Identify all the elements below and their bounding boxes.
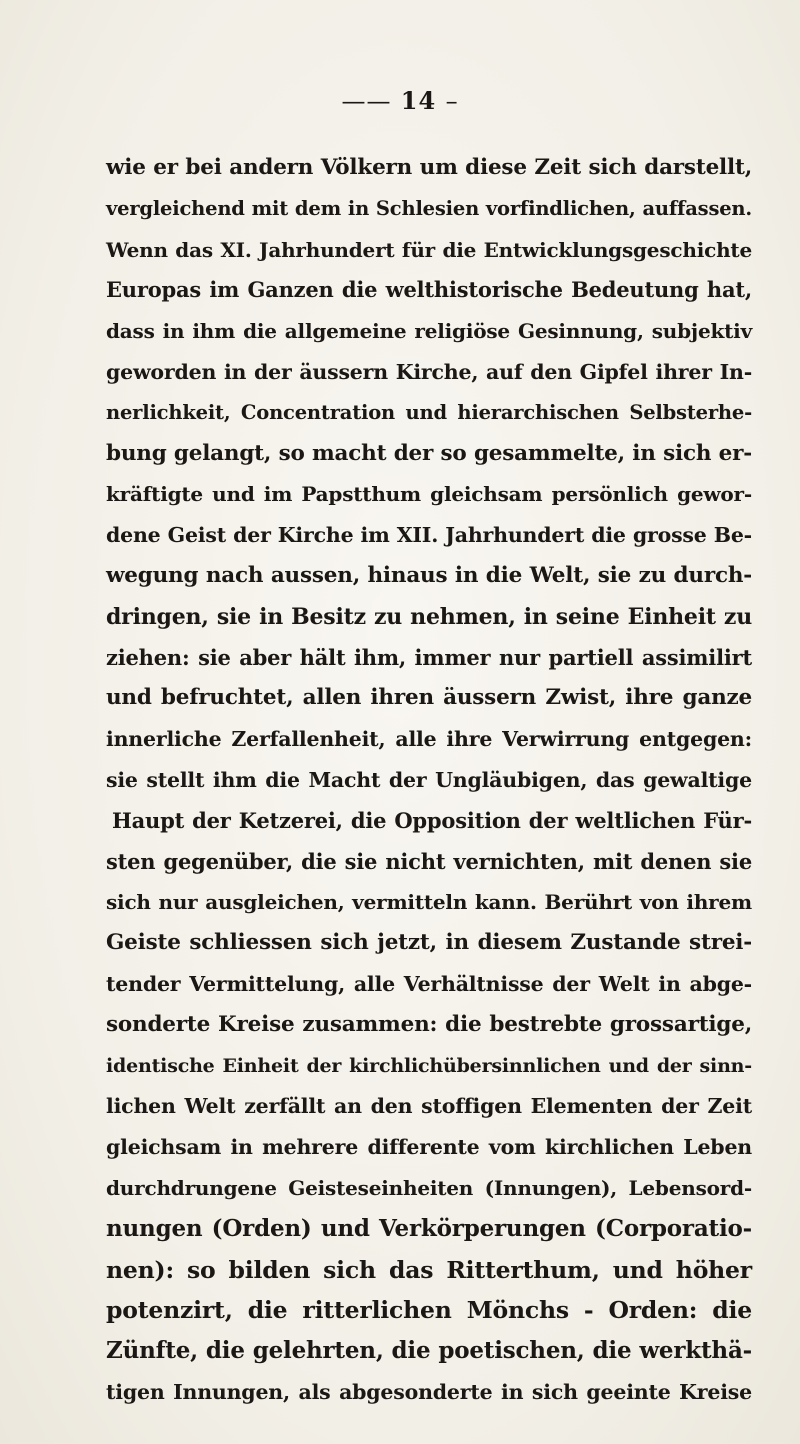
text-line: nen): so bilden sich das Ritterthum, und höher (106, 1255, 752, 1284)
text-line: innerliche Zerfallenheit, alle ihre Verwirrung entgegen: (106, 727, 752, 752)
text-line: geworden in der äussern Kirche, auf den Gipfel ihrer In- (106, 359, 752, 384)
text-line: Haupt der Ketzerei, die Opposition der weltlichen Für- (112, 807, 752, 833)
text-line: sie stellt ihm die Macht der Ungläubigen, das gewaltige (106, 767, 752, 792)
text-line: Europas im Ganzen die welthistorische Bedeutung hat, (106, 277, 752, 303)
text-line: tender Vermittelung, alle Verhältnisse der Welt in abge- (106, 971, 752, 996)
text-line: kräftigte und im Papstthum gleichsam persönlich gewor- (106, 482, 752, 507)
text-line: lichen Welt zerfällt an den stoffigen Elementen der Zeit (106, 1094, 752, 1119)
text-line: durchdrungene Geisteseinheiten (Innungen), Lebensord- (106, 1175, 752, 1200)
text-line: ziehen: sie aber hält ihm, immer nur partiell assimilirt (106, 644, 752, 670)
text-line: potenzirt, die ritterlichen Mönchs - Orden: die (106, 1296, 752, 1325)
text-line: gleichsam in mehrere differente vom kirchlichen Leben (106, 1135, 752, 1160)
text-line: tigen Innungen, als abgesonderte in sich geeinte Kreise (106, 1379, 752, 1404)
text-line: nungen (Orden) und Verkörperungen (Corporatio- (106, 1214, 752, 1242)
body-text (106, 148, 752, 1413)
text-line: wegung nach aussen, hinaus in die Welt, sie zu durch- (106, 562, 752, 588)
text-line: dass in ihm die allgemeine religiöse Gesinnung, subjektiv (106, 319, 752, 344)
text-line: nerlichkeit, Concentration und hierarchischen Selbsterhe- (106, 400, 752, 424)
text-line: Zünfte, die gelehrten, die poetischen, die werkthä- (106, 1337, 752, 1365)
text-line: und befruchtet, allen ihren äussern Zwist, ihre ganze (106, 685, 752, 711)
text-line: Geiste schliessen sich jetzt, in diesem Zustande strei- (106, 930, 752, 956)
text-line: vergleichend mit dem in Schlesien vorfindlichen, auffassen. (106, 196, 752, 220)
text-line: wie er bei andern Völkern um diese Zeit sich darstellt, (106, 155, 752, 180)
text-line: sonderte Kreise zusammen: die bestrebte grossartige, (106, 1011, 752, 1037)
text-line: dene Geist der Kirche im XII. Jahrhundert die grosse Be- (106, 523, 752, 548)
page-number: 14 (400, 86, 437, 115)
text-line: sten gegenüber, die sie nicht vernichten, mit denen sie (106, 848, 752, 874)
text-line: bung gelangt, so macht der so gesammelte, in sich er- (106, 440, 752, 466)
text-line: dringen, sie in Besitz zu nehmen, in seine Einheit zu (106, 603, 752, 630)
text-line: sich nur ausgleichen, vermitteln kann. Berührt von ihrem (106, 890, 752, 915)
text-line: identische Einheit der kirchlichübersinnlichen und der sinn- (106, 1054, 752, 1077)
header-left-dash: —— (341, 87, 392, 115)
text-line: Wenn das XI. Jahrhundert für die Entwicklungsgeschichte (106, 237, 752, 262)
header-right-dash: – (445, 87, 459, 115)
page-header (0, 86, 800, 115)
